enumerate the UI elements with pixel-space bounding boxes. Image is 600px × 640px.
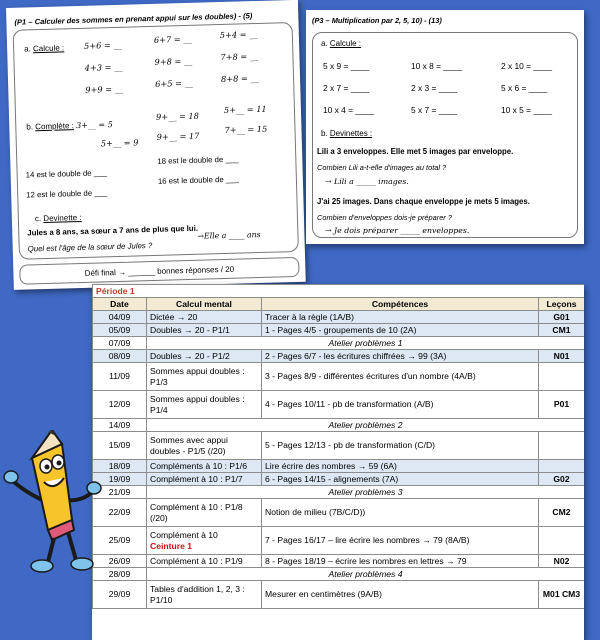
header-competences: Compétences: [262, 298, 539, 311]
p1-section-b-label: Complète :: [35, 121, 75, 132]
table-row: 12/09 Sommes appui doubles : P1/4 4 - Pages 10/11 - pb de transformation (A/B) P01: [93, 391, 585, 419]
table-row: 29/09 Tables d'addition 1, 2, 3 : P1/10 Mesurer en centimètres (9A/B) M01 CM3: [93, 581, 585, 609]
p3-riddle2-answer: → Je dois préparer _____ enveloppes.: [325, 226, 470, 235]
planning-table: [92, 284, 584, 609]
planning-rows: [93, 311, 585, 609]
table-row: 18/09 Compléments à 10 : P1/6 Lire écrire des nombres → 59 (6A): [93, 460, 585, 473]
worksheet-p1: [6, 0, 306, 290]
p1-section-a-label: Calcule :: [32, 43, 65, 54]
header-lecons: Leçons: [539, 298, 585, 311]
p1-title: (P1 – Calculer des sommes en prenant appui sur les doubles) - (5): [14, 11, 253, 27]
table-row: 15/09 Sommes avec appui doubles - P1/5 (/20) 5 - Pages 12/13 - pb de transformation (C/D): [93, 432, 585, 460]
p1-complete: 5+__ = 11: [223, 103, 267, 115]
p1-calc: 9+9 = __: [85, 83, 123, 95]
table-row: 26/09 Complément à 10 : P1/9 8 - Pages 18/19 – écrire les nombres en lettres → 79 N02: [93, 555, 585, 568]
p1-complete: 5+__ = 9: [100, 137, 139, 149]
p3-calc: 2 x 3 = ____: [411, 83, 458, 93]
p1-complete: 9+__ = 17: [156, 130, 200, 142]
p1-complete: 7+__ = 15: [224, 123, 268, 135]
table-row-atelier: 21/09 Atelier problèmes 3: [93, 486, 585, 499]
table-row: 04/09 Dictée → 20 Tracer à la règle (1A/B) G01: [93, 311, 585, 324]
p1-riddle-question: Quel est l'âge de la sœur de Jules ?: [27, 241, 153, 254]
p1-section-c: c. Devinette :: [34, 212, 82, 224]
table-row-atelier: 28/09 Atelier problèmes 4: [93, 568, 585, 581]
table-row: 19/09 Complément à 10 : P1/7 6 - Pages 14/15 - alignements (7A) G02: [93, 473, 585, 486]
p3-calc: 10 x 8 = ____: [411, 61, 462, 71]
p1-exercise-box: [13, 22, 299, 260]
planning-table-sheet: [92, 284, 584, 640]
p3-calc: 5 x 6 = ____: [501, 83, 548, 93]
table-row: 25/09 Complément à 10 Ceinture 1 7 - Pages 16/17 – lire écrire les nombres → 79 (8A/B): [93, 527, 585, 555]
p3-calc: 2 x 10 = ____: [501, 61, 552, 71]
header-calcul-mental: Calcul mental: [147, 298, 262, 311]
p1-riddle-text: Jules a 8 ans, sa sœur a 7 ans de plus que lui.: [27, 223, 199, 238]
p1-calc: 8+8 = __: [220, 72, 259, 85]
p1-calc: 7+8 = __: [220, 50, 259, 63]
table-row-atelier: 14/09 Atelier problèmes 2: [93, 419, 585, 432]
table-row: 11/09 Sommes appui doubles : P1/3 3 - Pages 8/9 - différentes écritures d'un nombre (4A/B): [93, 363, 585, 391]
p1-riddle-answer: →Elle a ____ ans: [197, 229, 261, 241]
p1-footer-score: Défi final → ______ bonnes réponses / 20: [19, 257, 299, 285]
p1-calc: 5+6 = __: [83, 39, 122, 51]
p3-riddle1-text: Lili a 3 enveloppes. Elle met 5 images par enveloppe.: [317, 147, 514, 156]
p3-section-b: b. Devinettes :: [321, 129, 373, 138]
p3-calc: 5 x 9 = ____: [323, 61, 370, 71]
p1-double: 16 est le double de ___: [157, 174, 240, 186]
table-row: 22/09 Complément à 10 : P1/8 (/20) Notion de milieu (7B/C/D)) CM2: [93, 499, 585, 527]
p1-section-a: a. Calcule :: [24, 43, 65, 54]
table-row-atelier: 07/09 Atelier problèmes 1: [93, 337, 585, 350]
ceinture-label: Ceinture 1: [150, 540, 193, 551]
worksheet-p3: [306, 10, 584, 244]
p3-calc: 2 x 7 = ____: [323, 83, 370, 93]
p3-calc: 5 x 7 = ____: [411, 105, 458, 115]
p3-exercise-box: [312, 32, 578, 238]
p3-title: (P3 – Multiplication par 2, 5, 10) - (13): [312, 16, 442, 25]
table-row: 08/09 Doubles → 20 - P1/2 2 - Pages 6/7 - les écritures chiffrées → 99 (3A) N01: [93, 350, 585, 363]
p3-calc: 10 x 4 = ____: [323, 105, 374, 115]
p3-section-a: a. Calcule :: [321, 39, 362, 48]
p1-calc: 9+8 = __: [154, 55, 193, 67]
p1-calc: 6+7 = __: [153, 33, 192, 45]
p3-riddle1-question: Combien Lili a-t-elle d'images au total ?: [317, 163, 447, 172]
p1-section-b: b. Complète : 3+__ = 5: [26, 120, 113, 132]
p1-double: 18 est le double de ___: [157, 154, 239, 166]
p1-complete: 9+__ = 18: [155, 110, 199, 122]
p1-double: 12 est le double de ___: [26, 188, 108, 200]
p3-riddle2-question: Combien d'enveloppes dois-je préparer ?: [317, 213, 452, 222]
period-title: Période 1: [93, 285, 585, 298]
pencil-character-icon: [2, 430, 102, 585]
p3-riddle2-text: J'ai 25 images. Dans chaque enveloppe je mets 5 images.: [317, 197, 530, 206]
p1-calc: 6+5 = __: [155, 77, 193, 89]
p3-riddle1-answer: → Lili a _____ images.: [325, 177, 409, 186]
table-row: 05/09 Doubles → 20 - P1/1 1 - Pages 4/5 - groupements de 10 (2A) CM1: [93, 324, 585, 337]
p1-complete: 3+__ = 5: [76, 120, 113, 131]
p1-calc: 4+3 = __: [84, 61, 123, 73]
p3-calc: 10 x 5 = ____: [501, 105, 552, 115]
p1-calc: 5+4 = __: [219, 28, 258, 41]
p3-section-b-label: Devinettes :: [329, 129, 373, 138]
p3-section-a-label: Calcule :: [329, 39, 362, 48]
p1-section-c-label: Devinette :: [43, 212, 82, 224]
header-date: Date: [93, 298, 147, 311]
p1-double: 14 est le double de ___: [25, 168, 107, 180]
